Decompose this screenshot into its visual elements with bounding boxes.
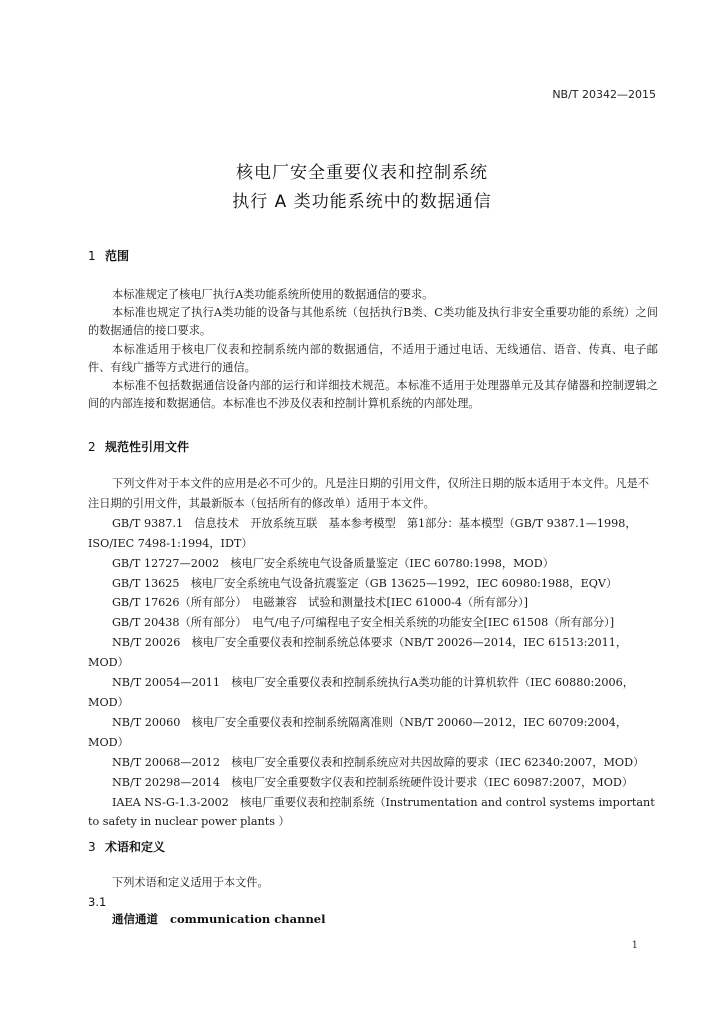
section-1-body — [88, 286, 658, 413]
reference-item: GB/T 17626（所有部分） 电磁兼容 试验和测量技术[IEC 61000-4（所有部分）] — [112, 596, 528, 610]
reference-item: NB/T 20298—2014 核电厂安全重要数字仪表和控制系统硬件设计要求（IEC 60987:2007，MOD） — [112, 775, 634, 789]
reference-item: GB/T 13625 核电厂安全系统电气设备抗震鉴定（GB 13625—1992，IEC 60980:1988，EQV） — [112, 576, 618, 590]
section-1-number: 1 — [88, 249, 96, 263]
document-title-line-1: 核电厂安全重要仪表和控制系统 — [236, 163, 488, 183]
document-title-line-2: 执行 A 类功能系统中的数据通信 — [232, 192, 492, 212]
term-title — [112, 911, 326, 927]
section-1-paragraph: 本标准适用于核电厂仪表和控制系统内部的数据通信，不适用于通过电话、无线通信、语音、传真、电子邮件、有线广播等方式进行的通信。 — [88, 342, 658, 374]
term-number: 3.1 — [88, 895, 107, 909]
section-3-number: 3 — [88, 840, 96, 854]
reference-item: IAEA NS-G-1.3-2002 核电厂重要仪表和控制系统（Instrumentation and control systems important to safety in nuclear power plants ） — [88, 795, 655, 829]
reference-item: NB/T 20054—2011 核电厂安全重要仪表和控制系统执行A类功能的计算机软件（IEC 60880:2006，MOD） — [88, 676, 634, 709]
section-2-body — [88, 474, 658, 832]
section-1-paragraph: 本标准规定了核电厂执行A类功能系统所使用的数据通信的要求。 — [112, 288, 434, 301]
section-2-title: 规范性引用文件 — [105, 440, 190, 454]
section-1-heading — [88, 247, 129, 264]
document-code: NB/T 20342—2015 — [552, 88, 656, 101]
term-chinese: 通信通道 — [112, 912, 158, 926]
reference-item: NB/T 20060 核电厂安全重要仪表和控制系统隔离准则（NB/T 20060—2012，IEC 60709:2004，MOD） — [88, 715, 628, 749]
section-2-heading — [88, 438, 189, 455]
section-3-intro: 下列术语和定义适用于本文件。 — [112, 876, 269, 889]
section-3-title: 术语和定义 — [105, 840, 166, 854]
section-1-paragraph: 本标准不包括数据通信设备内部的运行和详细技术规范。本标准不适用于处理器单元及其存储器和控制逻辑之间的内部连接和数据通信。本标准也不涉及仪表和控制计算机系统的内部处理。 — [88, 379, 658, 411]
page-number: 1 — [631, 940, 638, 951]
reference-item: NB/T 20068—2012 核电厂安全重要仪表和控制系统应对共因故障的要求（IEC 62340:2007，MOD） — [112, 755, 645, 769]
section-1-paragraph: 本标准也规定了执行A类功能的设备与其他系统（包括执行B类、C类功能及执行非安全重要功能的系统）之间的数据通信的接口要求。 — [88, 306, 658, 338]
reference-item: GB/T 9387.1 信息技术 开放系统互联 基本参考模型 第1部分：基本模型（GB/T 9387.1—1998，ISO/IEC 7498-1:1994，IDT） — [88, 516, 637, 550]
section-2-intro: 下列文件对于本文件的应用是必不可少的。凡是注日期的引用文件，仅所注日期的版本适用于本文件。凡是不注日期的引用文件，其最新版本（包括所有的修改单）适用于本文件。 — [88, 477, 650, 510]
term-english: communication channel — [170, 912, 326, 926]
section-3-heading — [88, 838, 165, 855]
reference-item: NB/T 20026 核电厂安全重要仪表和控制系统总体要求（NB/T 20026—2014，IEC 61513:2011，MOD） — [88, 636, 628, 670]
section-3-body — [88, 874, 658, 892]
reference-item: GB/T 20438（所有部分） 电气/电子/可编程电子安全相关系统的功能安全[IEC 61508（所有部分）] — [112, 616, 615, 630]
reference-item: GB/T 12727—2002 核电厂安全系统电气设备质量鉴定（IEC 60780:1998，MOD） — [112, 556, 554, 570]
section-2-number: 2 — [88, 440, 96, 454]
section-1-title: 范围 — [105, 249, 130, 263]
